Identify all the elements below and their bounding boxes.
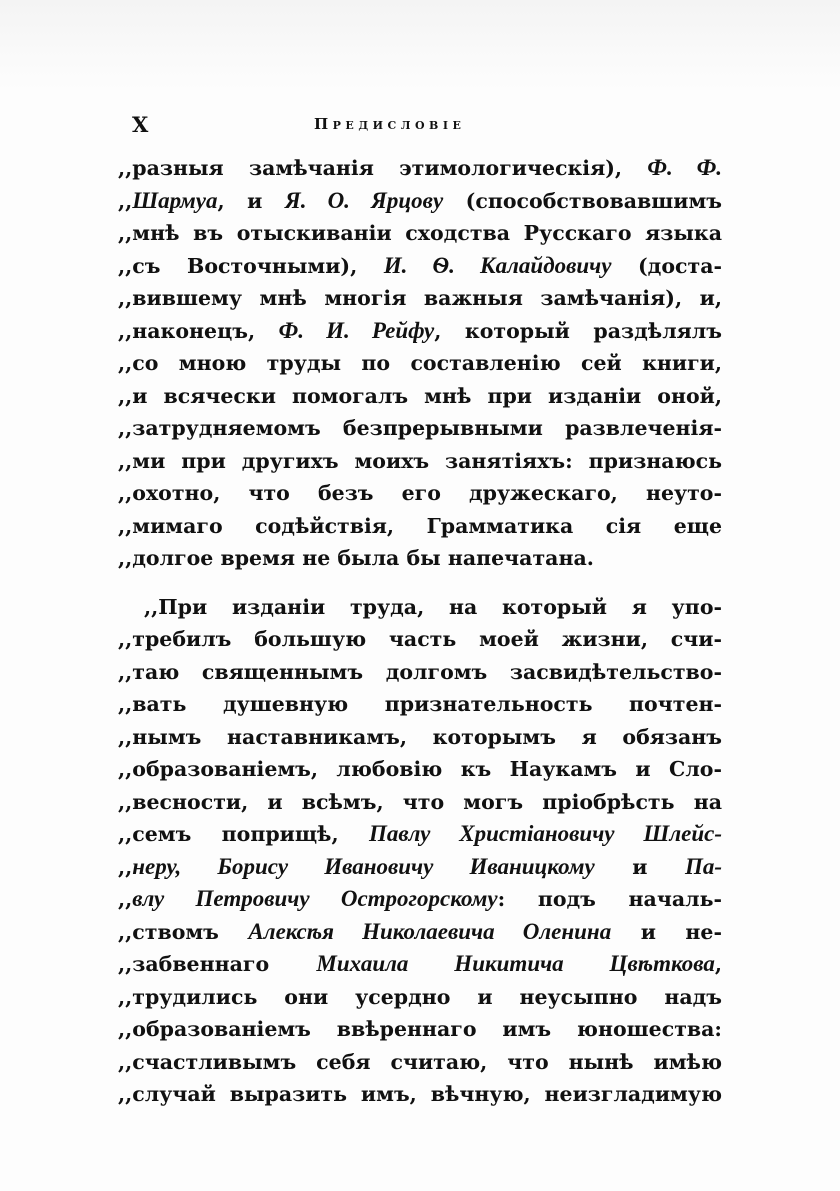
text-run: ,,требилъ большую часть моей жизни, счи- (118, 627, 722, 651)
text-run: (способствовавшимъ (443, 188, 722, 213)
text-run: ,,и всячески помогалъ мнѣ при изданіи оной, (118, 383, 722, 408)
person-name: Ф. И. Рейфу (278, 317, 435, 343)
text-run: , (714, 952, 722, 976)
text-run: ,,вать душевную признательность почтен- (118, 692, 722, 716)
text-run: ,,затрудняемомъ безпрерывными развлеченія- (118, 416, 722, 440)
text-line (118, 623, 722, 656)
text-line (118, 818, 722, 851)
person-name: И. Ѳ. Калайдовичу (383, 252, 612, 278)
page-number: X (132, 112, 150, 137)
text-line (118, 948, 722, 981)
text-run: ,,образованіемъ, любовію къ Наукамъ и Сло- (118, 757, 722, 781)
text-line (118, 981, 722, 1014)
person-name: Я. О. Ярцову (284, 187, 444, 213)
text-line (118, 250, 722, 283)
person-name: Ф. Ф. (647, 155, 722, 180)
text-line (118, 185, 722, 218)
text-line (118, 315, 722, 348)
text-run: ,,При изданіи труда, на который я упо- (144, 594, 722, 619)
person-name: Па- (684, 853, 722, 879)
paragraph-1 (118, 152, 722, 575)
text-run: ,,случай выразить имъ, вѣчную, неизгладимую (118, 1082, 722, 1106)
text-run: ,, (118, 188, 133, 213)
text-line (118, 445, 722, 478)
text-run: ,, (118, 887, 133, 911)
text-line (118, 477, 722, 510)
text-line (118, 916, 722, 949)
text-run: ,,ми при другихъ моихъ занятіяхъ: признаюсь (118, 448, 722, 473)
text-run: ,,весности, и всѣмъ, что могъ пріобрѣсть на (118, 789, 722, 814)
text-line (118, 786, 722, 819)
body-text (118, 152, 722, 1111)
text-run: , и (217, 188, 285, 213)
text-line (118, 1046, 722, 1079)
paragraph-gap (118, 575, 722, 591)
text-run: ,,долгое время не была бы напечатана. (118, 546, 594, 570)
text-line (118, 753, 722, 786)
text-line (118, 152, 722, 185)
text-run: ,,наконецъ, (118, 318, 279, 343)
person-name: Алексѣя Николаевича Оленина (248, 918, 612, 944)
text-run: ,,мнѣ въ отыскиваніи сходства Русскаго языка (118, 221, 722, 245)
text-run: ,,семъ поприщѣ, (118, 822, 369, 846)
person-name: неру, Борису Ивановичу Иваницкому (132, 853, 595, 879)
text-run: и (594, 854, 685, 879)
text-run: ,,мимаго содѣйствія, Грамматика сія еще (118, 513, 722, 538)
text-run: : подъ началь- (497, 887, 722, 911)
text-run: ,,со мною труды по составленію сей книги, (118, 351, 722, 375)
text-run: ,,счастливымъ себя считаю, что нынѣ имѣю (118, 1049, 722, 1074)
person-name: влу Петровичу Острогорскому (132, 886, 498, 911)
person-name: Шармуа (132, 187, 218, 213)
text-line (118, 1078, 722, 1111)
text-run: , который раздѣлялъ (434, 318, 722, 343)
text-line (118, 542, 722, 575)
text-line (118, 510, 722, 543)
text-line (118, 883, 722, 916)
text-run: ,,таю священнымъ долгомъ засвидѣтельство- (118, 659, 722, 684)
text-run: ,,разныя замѣчанія этимологическія), (118, 156, 648, 180)
text-line (118, 656, 722, 689)
page-header (118, 112, 722, 142)
text-run: ,,образованіемъ ввѣреннаго имъ юношества: (118, 1017, 722, 1041)
text-line (118, 851, 722, 884)
text-line (118, 721, 722, 754)
text-run: ,,трудились они усердно и неусыпно надъ (118, 984, 722, 1009)
text-line (118, 347, 722, 380)
text-run: ,,вившему мнѣ многія важныя замѣчанія), и, (118, 286, 722, 310)
text-run: (доста- (611, 253, 722, 278)
text-line (118, 591, 722, 624)
text-run: ,,забвеннаго (118, 952, 317, 976)
text-run: ,,съ Восточными), (118, 253, 384, 278)
text-line (118, 282, 722, 315)
text-run: ,,охотно, что безъ его дружескаго, неуто- (118, 481, 722, 505)
person-name: Павлу Христіановичу Шлейс- (368, 821, 722, 846)
running-title: Предисловie (314, 115, 466, 133)
text-run: ,,нымъ наставникамъ, которымъ я обязанъ (118, 724, 722, 749)
text-line (118, 380, 722, 413)
paragraph-2 (118, 591, 722, 1111)
text-line (118, 217, 722, 250)
text-line (118, 412, 722, 445)
text-run: ,, (118, 854, 133, 879)
text-run: ,,ствомъ (118, 919, 249, 944)
scan-margin (0, 0, 840, 90)
text-line (118, 688, 722, 721)
text-line (118, 1013, 722, 1046)
text-run: и не- (611, 919, 722, 944)
person-name: Михаила Никитича Цвѣткова (316, 951, 715, 976)
